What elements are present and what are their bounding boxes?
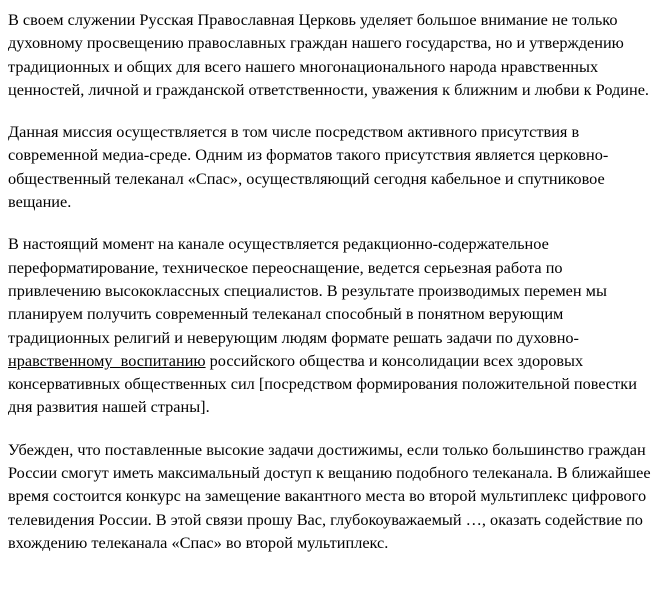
- paragraph-3-underlined-phrase: нравственному воспитанию: [8, 350, 206, 370]
- paragraph-4: Убежден, что поставленные высокие задачи достижимы, если только большинство граждан России смогут иметь максимальный доступ к вещанию подобного телеканала. В ближайшее время состоится конкурс на замещение вакантного места во второй мультиплекс цифрового телевидения России. В этой связи прошу Вас, глубокоуважаемый …, оказать содействие по вхождению телеканала «Спас» во второй мультиплекс.: [8, 439, 655, 552]
- paragraph-3-text-after: российского общества и консолидации всех здоровых консервативных общественных сил [посредством формирования положительной повестки дня развития нашей страны].: [8, 350, 641, 417]
- paragraph-3: [8, 232, 658, 418]
- paragraph-3-text-before: В настоящий момент на канале осуществляется редакционно-содержательное переформатирование, техническое переоснащение, ведется серьезная работа по привлечению высококлассных специалистов. В результате производимых перемен мы планируем получить современный телеканал способный в понятном верующим традиционных религий и неверующим людям формате решать задачи по духовно-: [8, 234, 611, 347]
- paragraph-1: В своем служении Русская Православная Церковь уделяет большое внимание не только духовному просвещению православных граждан нашего государства, но и утверждению традиционных и общих для всего нашего многонационального народа нравственных ценностей, личной и гражданской ответственности, уважения к ближним и любви к Родине.: [8, 10, 649, 99]
- paragraph-2: Данная миссия осуществляется в том числе посредством активного присутствия в современной медиа-среде. Одним из форматов такого присутствия является церковно-общественный телеканал «Спас», осуществляющий сегодня кабельное и спутниковое вещание.: [8, 122, 609, 212]
